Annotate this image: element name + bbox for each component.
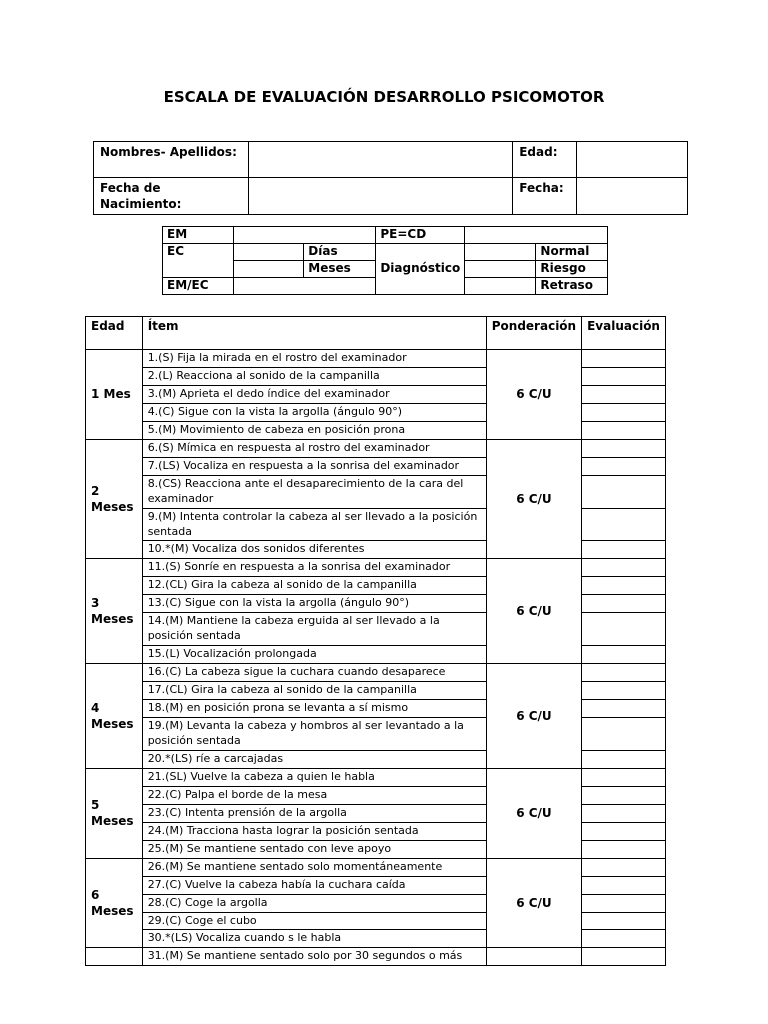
item-text: 31.(M) Se mantiene sentado solo por 30 segundos o más [142, 948, 486, 966]
item-text: 19.(M) Levanta la cabeza y hombros al ser levantado a la posición sentada [142, 718, 486, 751]
age-field[interactable] [577, 142, 688, 178]
weight-value: 6 C/U [486, 559, 581, 664]
evaluation-cell[interactable] [582, 508, 666, 541]
age-group-label [86, 948, 143, 966]
item-text: 18.(M) en posición prona se levanta a sí mismo [142, 700, 486, 718]
evaluation-cell[interactable] [582, 700, 666, 718]
item-text: 5.(M) Movimiento de cabeza en posición prona [142, 421, 486, 439]
evaluation-cell[interactable] [582, 457, 666, 475]
evaluation-cell[interactable] [582, 786, 666, 804]
evaluation-cell[interactable] [582, 682, 666, 700]
item-text: 27.(C) Vuelve la cabeza había la cuchara caída [142, 876, 486, 894]
table-row [86, 858, 666, 876]
evaluation-cell[interactable] [582, 559, 666, 577]
weight-value: 6 C/U [486, 858, 581, 948]
header-evaluation: Evaluación [582, 317, 666, 350]
birth-date-label: Fecha de Nacimiento: [94, 178, 249, 215]
age-group-label: 5 Meses [86, 768, 143, 858]
item-text: 12.(CL) Gira la cabeza al sonido de la campanilla [142, 577, 486, 595]
ec-label: EC [163, 244, 234, 278]
age-label: Edad: [513, 142, 577, 178]
item-text: 26.(M) Se mantiene sentado solo momentáneamente [142, 858, 486, 876]
item-text: 2.(L) Reacciona al sonido de la campanilla [142, 367, 486, 385]
evaluation-cell[interactable] [582, 646, 666, 664]
age-group-label: 4 Meses [86, 664, 143, 769]
evaluation-cell[interactable] [582, 768, 666, 786]
evaluation-cell[interactable] [582, 948, 666, 966]
item-text: 9.(M) Intenta controlar la cabeza al ser llevado a la posición sentada [142, 508, 486, 541]
evaluation-cell[interactable] [582, 840, 666, 858]
evaluation-cell[interactable] [582, 541, 666, 559]
em-ec-label: EM/EC [163, 278, 234, 295]
item-text: 8.(CS) Reacciona ante el desaparecimiento de la cara del examinador [142, 475, 486, 508]
em-field[interactable] [234, 227, 376, 244]
ec-months-field[interactable] [234, 261, 304, 278]
weight-value: 6 C/U [486, 768, 581, 858]
item-text: 3.(M) Aprieta el dedo índice del examinador [142, 385, 486, 403]
evaluation-cell[interactable] [582, 385, 666, 403]
weight-value [486, 948, 581, 966]
ec-days-field[interactable] [234, 244, 304, 261]
delay-label: Retraso [536, 278, 608, 295]
page-title: ESCALA DE EVALUACIÓN DESARROLLO PSICOMOTOR [163, 88, 605, 106]
evaluation-cell[interactable] [582, 930, 666, 948]
item-text: 29.(C) Coge el cubo [142, 912, 486, 930]
item-text: 20.*(LS) ríe a carcajadas [142, 750, 486, 768]
item-text: 22.(C) Palpa el borde de la mesa [142, 786, 486, 804]
evaluation-cell[interactable] [582, 894, 666, 912]
table-row [86, 768, 666, 786]
evaluation-cell[interactable] [582, 475, 666, 508]
date-label: Fecha: [513, 178, 577, 215]
risk-field[interactable] [465, 261, 536, 278]
evaluation-cell[interactable] [582, 876, 666, 894]
item-text: 15.(L) Vocalización prolongada [142, 646, 486, 664]
normal-field[interactable] [465, 244, 536, 261]
table-row [86, 664, 666, 682]
header-age: Edad [86, 317, 143, 350]
table-row [86, 559, 666, 577]
header-weight: Ponderación [486, 317, 581, 350]
months-label: Meses [304, 261, 376, 278]
evaluation-cell[interactable] [582, 439, 666, 457]
item-text: 24.(M) Tracciona hasta lograr la posición sentada [142, 822, 486, 840]
patient-info-table [93, 141, 688, 215]
evaluation-cell[interactable] [582, 577, 666, 595]
item-text: 7.(LS) Vocaliza en respuesta a la sonrisa del examinador [142, 457, 486, 475]
table-row [86, 439, 666, 457]
evaluation-cell[interactable] [582, 822, 666, 840]
age-group-label: 2 Meses [86, 439, 143, 559]
delay-field[interactable] [465, 278, 536, 295]
risk-label: Riesgo [536, 261, 608, 278]
evaluation-cell[interactable] [582, 718, 666, 751]
evaluation-cell[interactable] [582, 421, 666, 439]
weight-value: 6 C/U [486, 439, 581, 559]
item-text: 30.*(LS) Vocaliza cuando s le habla [142, 930, 486, 948]
normal-label: Normal [536, 244, 608, 261]
pe-cd-field[interactable] [465, 227, 608, 244]
item-text: 23.(C) Intenta prensión de la argolla [142, 804, 486, 822]
age-group-label: 3 Meses [86, 559, 143, 664]
birth-date-field[interactable] [248, 178, 512, 215]
names-field[interactable] [248, 142, 512, 178]
days-label: Días [304, 244, 376, 261]
age-group-label: 6 Meses [86, 858, 143, 948]
item-text: 14.(M) Mantiene la cabeza erguida al ser llevado a la posición sentada [142, 613, 486, 646]
table-header-row [86, 317, 666, 350]
table-row [86, 350, 666, 368]
age-group-label: 1 Mes [86, 350, 143, 440]
table-row [86, 948, 666, 966]
evaluation-cell[interactable] [582, 350, 666, 368]
score-calculation-table [162, 226, 608, 295]
evaluation-cell[interactable] [582, 858, 666, 876]
item-text: 25.(M) Se mantiene sentado con leve apoyo [142, 840, 486, 858]
item-text: 11.(S) Sonríe en respuesta a la sonrisa del examinador [142, 559, 486, 577]
item-text: 1.(S) Fija la mirada en el rostro del examinador [142, 350, 486, 368]
header-item: Ítem [142, 317, 486, 350]
evaluation-cell[interactable] [582, 595, 666, 613]
item-text: 4.(C) Sigue con la vista la argolla (ángulo 90°) [142, 403, 486, 421]
evaluation-cell[interactable] [582, 613, 666, 646]
evaluation-cell[interactable] [582, 750, 666, 768]
evaluation-cell[interactable] [582, 912, 666, 930]
diagnosis-label: Diagnóstico [376, 244, 465, 295]
evaluation-cell[interactable] [582, 403, 666, 421]
item-text: 10.*(M) Vocaliza dos sonidos diferentes [142, 541, 486, 559]
weight-value: 6 C/U [486, 664, 581, 769]
names-label: Nombres- Apellidos: [94, 142, 249, 178]
item-text: 16.(C) La cabeza sigue la cuchara cuando desaparece [142, 664, 486, 682]
weight-value: 6 C/U [486, 350, 581, 440]
item-text: 28.(C) Coge la argolla [142, 894, 486, 912]
em-label: EM [163, 227, 234, 244]
item-text: 17.(CL) Gira la cabeza al sonido de la campanilla [142, 682, 486, 700]
evaluation-cell[interactable] [582, 367, 666, 385]
em-ec-field[interactable] [234, 278, 376, 295]
pe-cd-label: PE=CD [376, 227, 465, 244]
item-text: 13.(C) Sigue con la vista la argolla (ángulo 90°) [142, 595, 486, 613]
date-field[interactable] [577, 178, 688, 215]
evaluation-cell[interactable] [582, 664, 666, 682]
evaluation-cell[interactable] [582, 804, 666, 822]
item-text: 6.(S) Mímica en respuesta al rostro del examinador [142, 439, 486, 457]
evaluation-items-table [85, 316, 666, 966]
item-text: 21.(SL) Vuelve la cabeza a quien le habla [142, 768, 486, 786]
